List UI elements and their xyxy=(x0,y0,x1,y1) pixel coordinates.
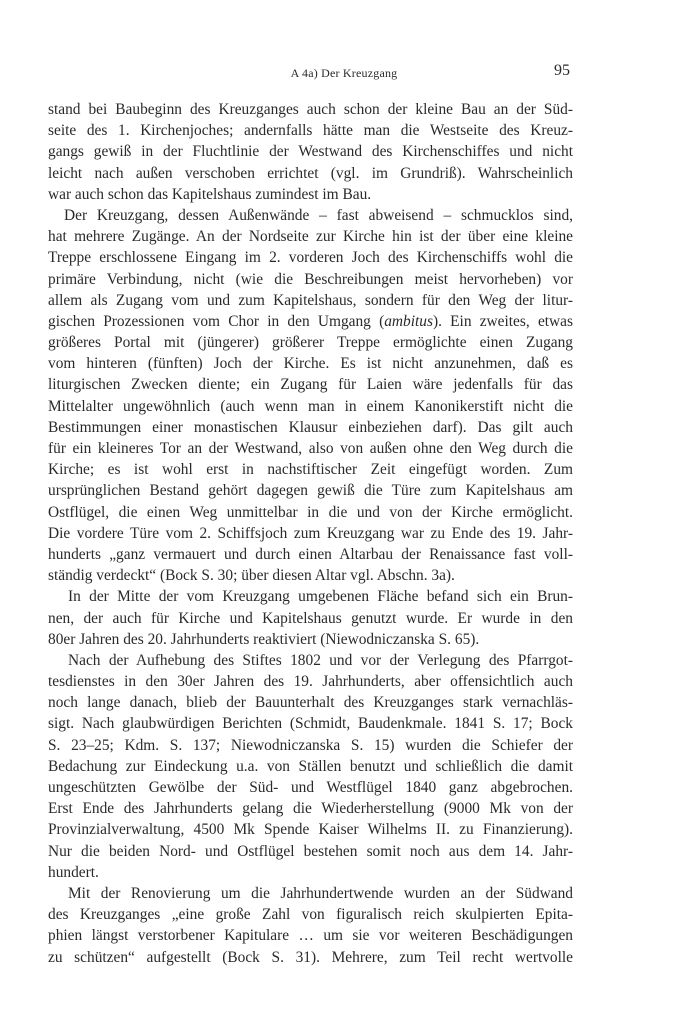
text-line: Bestimmungen einer monastischen Klausur einbeziehen darf). Das gilt auch xyxy=(48,418,573,436)
paragraph-3 xyxy=(48,586,573,650)
text-line: sigt. Nach glaubwürdigen Berichten (Schmidt, Baudenkmale. 1841 S. 17; Bock xyxy=(48,715,573,733)
text-line: Provinzialverwaltung, 4500 Mk Spende Kaiser Wilhelms II. zu Finanzierung). xyxy=(48,821,573,839)
text-line: Die vordere Türe vom 2. Schiffsjoch zum Kreuzgang war zu Ende des 19. Jahr- xyxy=(48,524,573,542)
paragraph-5 xyxy=(48,883,573,968)
text-line: Der Kreuzgang, dessen Außenwände – fast abweisend – schmucklos sind, xyxy=(64,206,573,224)
text-line: des Kreuzganges „eine große Zahl von figuralisch reich skulpierten Epita- xyxy=(48,906,573,924)
text-line: Nur die beiden Nord- und Ostflügel bestehen somit noch aus dem 14. Jahr- xyxy=(48,842,573,860)
text-line: leicht nach außen verschoben errichtet (vgl. im Grundriß). Wahrscheinlich xyxy=(48,164,573,182)
italic-term: ambitus xyxy=(384,312,433,330)
text-line: nen, der auch für Kirche und Kapitelshaus genutzt wurde. Er wurde in den xyxy=(48,609,573,627)
text-segment: gischen Prozessionen vom Chor in den Umgang ( xyxy=(48,312,385,330)
text-line: hat mehrere Zugänge. An der Nordseite zur Kirche hin ist der über eine kleine xyxy=(48,228,573,246)
text-line: zu schützen“ aufgestellt (Bock S. 31). Mehrere, zum Teil recht wertvolle xyxy=(48,948,573,966)
text-line: tesdienstes in den 30er Jahren des 19. Jahrhunderts, aber offensichtlich auch xyxy=(48,673,573,691)
text-line: hunderts „ganz vermauert und durch einen Altarbau der Renaissance fast voll- xyxy=(48,545,573,563)
text-line: ursprünglichen Bestand gehört dagegen gewiß die Türe zum Kapitelshaus am xyxy=(48,482,573,500)
body-text xyxy=(48,99,573,968)
text-line: allem als Zugang vom und zum Kapitelshaus, sondern für den Weg der litur- xyxy=(48,291,573,309)
text-line: Bedachung zur Eindeckung u.a. von Ställen benutzt und schließlich die damit xyxy=(48,757,573,775)
text-line: Nach der Aufhebung des Stiftes 1802 und vor der Verlegung des Pfarrgot- xyxy=(68,651,573,669)
text-line: gangs gewiß in der Fluchtlinie der Westwand des Kirchenschiffes und nicht xyxy=(48,143,573,161)
text-line: ständig verdeckt“ (Bock S. 30; über diesen Altar vgl. Abschn. 3a). xyxy=(48,567,455,585)
text-line: war auch schon das Kapitelshaus zumindest im Bau. xyxy=(48,185,372,203)
paragraph-1 xyxy=(48,99,573,205)
text-line-with-italic xyxy=(48,311,573,332)
text-line: Ostflügel, die einen Weg unmittelbar in die und von der Kirche ermöglicht. xyxy=(48,503,573,521)
text-line: seite des 1. Kirchenjoches; andernfalls hätte man die Westseite des Kreuz- xyxy=(48,122,573,140)
text-line: Kirche; es ist wohl erst in nachstiftischer Zeit eingefügt worden. Zum xyxy=(48,461,573,479)
text-line: phien längst verstorbener Kapitulare … um sie vor weiteren Beschädigungen xyxy=(48,927,573,945)
text-line: 80er Jahren des 20. Jahrhunderts reaktiviert (Niewodniczanska S. 65). xyxy=(48,630,480,648)
text-line: ungeschützten Gewölbe der Süd- und Westflügel 1840 ganz abgebrochen. xyxy=(48,779,573,796)
paragraph-2 xyxy=(48,205,573,586)
running-head xyxy=(48,62,640,82)
text-line: vom hinteren (fünften) Joch der Kirche. Es ist nicht anzunehmen, daß es xyxy=(48,355,573,373)
text-line: stand bei Baubeginn des Kreuzganges auch schon der kleine Bau an der Süd- xyxy=(48,101,573,118)
text-line: Mit der Renovierung um die Jahrhundertwende wurden an der Südwand xyxy=(68,884,573,902)
running-title: A 4a) Der Kreuzgang xyxy=(290,66,398,80)
text-line: Mittelalter ungewöhnlich (auch wenn man in einem Kanonikerstift nicht die xyxy=(48,397,573,415)
text-segment: ). Ein zweites, etwas xyxy=(432,312,573,330)
text-line: noch lange danach, blieb der Bauunterhalt des Kreuzganges stark vernachläs- xyxy=(48,694,573,712)
text-line: größeres Portal mit (jüngerer) größerer Treppe ermöglichte einen Zugang xyxy=(48,334,573,352)
text-line: liturgischen Zwecken diente; ein Zugang für Laien wäre jedenfalls für das xyxy=(48,376,573,394)
text-line: hundert. xyxy=(48,863,99,881)
text-line: primäre Verbindung, nicht (wie die Beschreibungen meist hervorheben) vor xyxy=(48,270,573,288)
text-line: für ein kleineres Tor an der Westwand, also von außen ohne den Weg durch die xyxy=(48,440,573,457)
page-number: 95 xyxy=(554,62,570,79)
text-line: Treppe erschlossene Eingang im 2. vorderen Joch des Kirchenschiffs wohl die xyxy=(48,249,573,267)
paragraph-4 xyxy=(48,650,573,883)
text-line: Erst Ende des Jahrhunderts gelang die Wiederherstellung (9000 Mk von der xyxy=(48,800,573,818)
text-line: In der Mitte der vom Kreuzgang umgebenen Fläche befand sich ein Brun- xyxy=(68,588,573,606)
text-line: S. 23–25; Kdm. S. 137; Niewodniczanska S. 15) wurden die Schiefer der xyxy=(48,736,573,754)
